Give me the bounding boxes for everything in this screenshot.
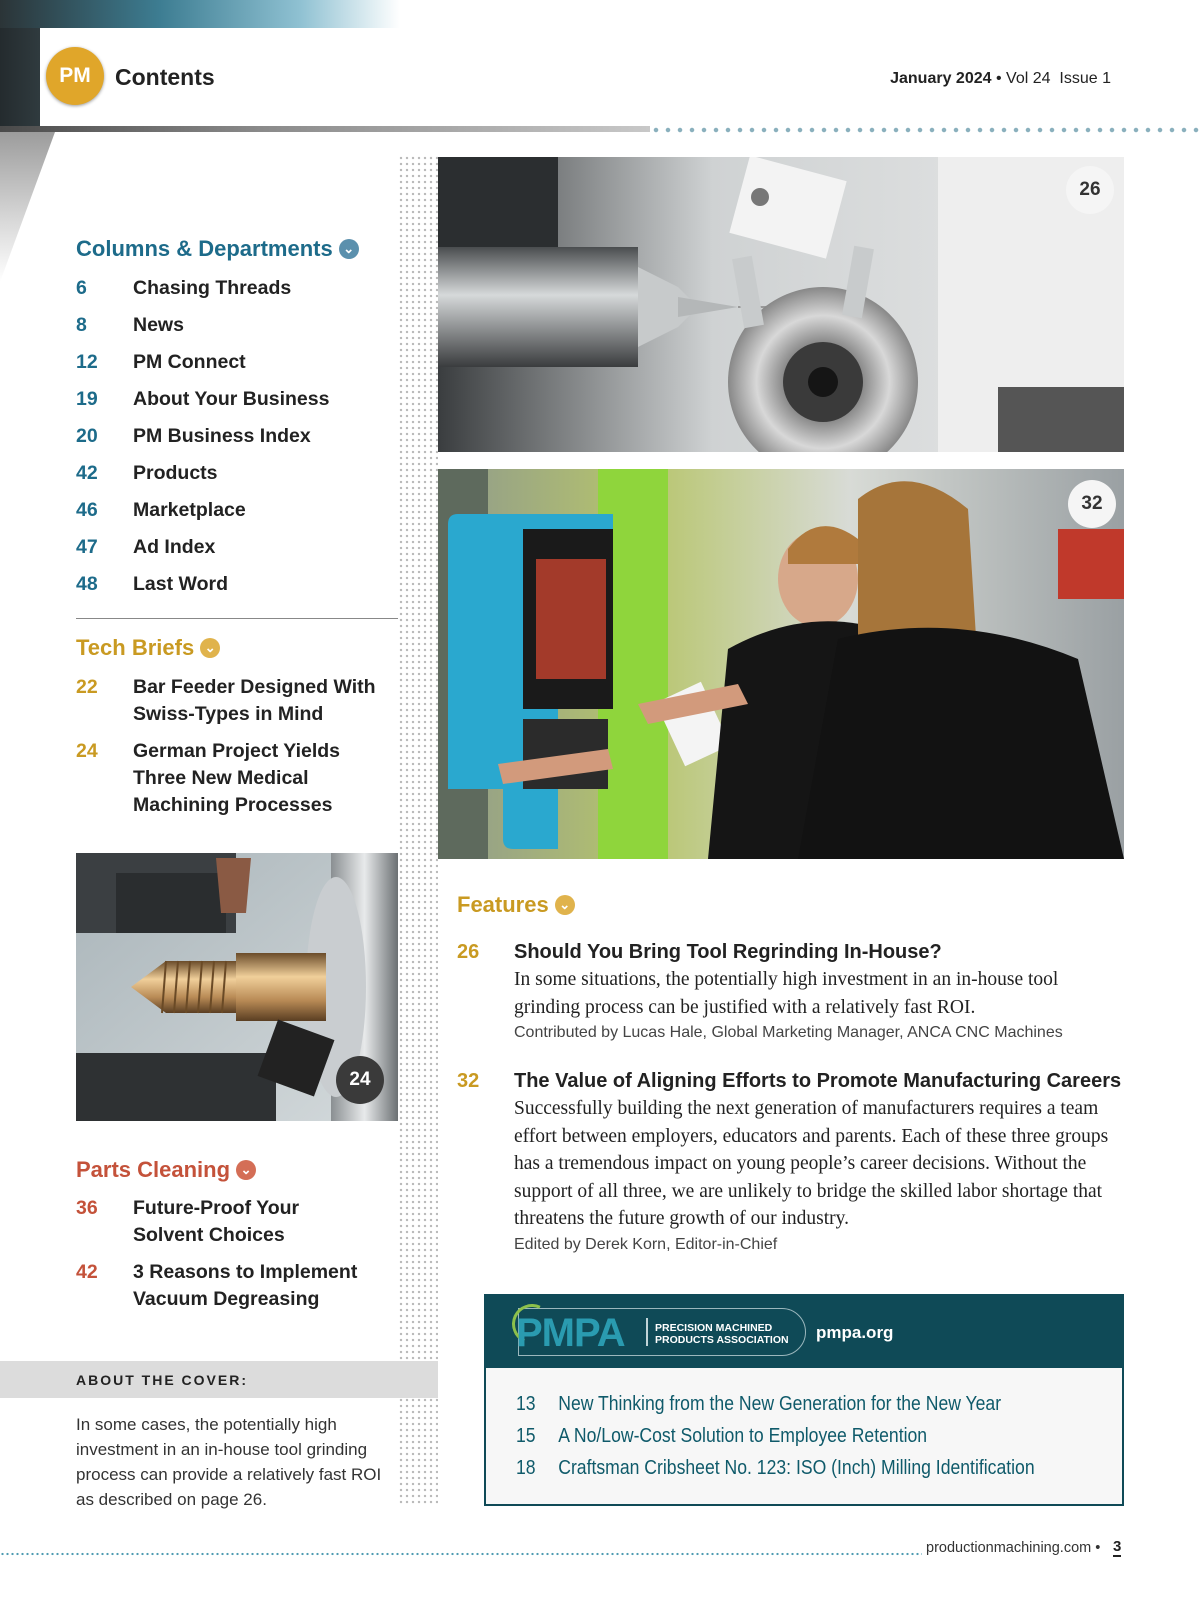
dotted-column-divider [398, 155, 438, 1505]
footer-site [926, 1540, 1100, 1556]
section-heading-text: Features [457, 892, 549, 917]
left-gray-wedge [0, 132, 55, 282]
toc-page: 22 [76, 676, 98, 698]
toc-item[interactable] [76, 349, 329, 376]
toc-page: 47 [76, 536, 98, 558]
tool-grinding-illustration [438, 157, 1124, 452]
toc-title: News [133, 314, 184, 336]
pm-logo-text: PM [59, 64, 91, 87]
toc-item[interactable] [76, 460, 329, 487]
feature-title: The Value of Aligning Efforts to Promote Manufacturing Careers [514, 1070, 1122, 1092]
toc-title: Products [133, 462, 218, 484]
feature-credit: Edited by Derek Korn, Editor-in-Chief [514, 1235, 778, 1253]
toc-item[interactable] [76, 423, 329, 450]
toc-title: Ad Index [133, 536, 216, 558]
pm-logo [46, 47, 104, 105]
about-cover-heading: ABOUT THE COVER: [76, 1372, 248, 1388]
toc-title: Chasing Threads [133, 277, 292, 299]
toc-title: Future-Proof Your Solvent Choices [133, 1197, 300, 1246]
pmpa-association-line: PRECISION MACHINED [655, 1322, 773, 1334]
feature-photo-tool-grinding [438, 157, 1124, 452]
toc-page: 20 [76, 425, 98, 447]
toc-item[interactable] [76, 386, 329, 413]
toc-page: 19 [76, 388, 98, 410]
pmpa-article-page: 13 [516, 1393, 536, 1415]
chevron-down-icon: ⌄ [555, 895, 575, 915]
toc-item[interactable] [76, 534, 329, 561]
feature-page: 26 [457, 941, 480, 963]
feature-description: Successfully building the next generation of manufacturers requires a team effort between employers, educators and parents. Each of these three groups has a tremendous impact on young people’s career decisions. Without the support of all three, we are unlikely to bridge the skilled labor shortage that threatens the future growth of our industry. [514, 1098, 1109, 1229]
pmpa-article-page: 15 [516, 1425, 536, 1447]
header-gradient-bar [0, 0, 400, 28]
toc-page: 8 [76, 314, 87, 336]
header-dot-rule [650, 126, 1200, 134]
pmpa-article-list [516, 1388, 1105, 1484]
issue-date: January 2024 [890, 70, 992, 87]
footer-site-url[interactable]: productionmachining.com [926, 1540, 1092, 1556]
toc-item[interactable] [76, 1195, 398, 1249]
toc-title: Marketplace [133, 499, 246, 521]
toc-page: 42 [76, 462, 98, 484]
feature-page: 32 [457, 1070, 480, 1092]
footer-dot-rule [0, 1552, 922, 1556]
toc-title: About Your Business [133, 388, 330, 410]
pmpa-article-title: A No/Low-Cost Solution to Employee Retention [558, 1425, 928, 1447]
columns-departments-list [76, 275, 329, 608]
feature-description: In some situations, the potentially high investment in an in-house tool grinding process can be justified with a relatively fast ROI. [514, 969, 1059, 1018]
toc-item[interactable] [76, 1259, 398, 1313]
pmpa-article-item[interactable] [516, 1452, 1035, 1484]
photo-page-badge: 26 [1066, 166, 1114, 214]
toc-page: 42 [76, 1261, 98, 1283]
cover-photo-threaded-part [76, 853, 398, 1121]
feature-item[interactable] [457, 938, 1127, 1045]
photo-page-badge: 24 [336, 1056, 384, 1104]
toc-item[interactable] [76, 275, 329, 302]
issue-separator: • [995, 70, 1002, 87]
toc-item[interactable] [76, 738, 398, 819]
tech-briefs-list [76, 674, 398, 829]
toc-item[interactable] [76, 312, 329, 339]
section-divider [76, 618, 398, 619]
footer-page-number: 3 [1113, 1538, 1122, 1555]
feature-body [514, 938, 1127, 1045]
toc-title: 3 Reasons to Implement Vacuum Degreasing [133, 1261, 358, 1310]
pmpa-logo: PMPA [516, 1311, 625, 1355]
chevron-down-icon: ⌄ [236, 1160, 256, 1180]
workers-cnc-illustration [438, 469, 1124, 859]
photo-page-badge: 32 [1068, 480, 1116, 528]
pmpa-article-title: New Thinking from the New Generation for the New Year [558, 1393, 1002, 1415]
toc-page: 36 [76, 1197, 98, 1219]
section-heading-text: Tech Briefs [76, 635, 195, 660]
chevron-down-icon: ⌄ [200, 638, 220, 658]
chevron-down-icon: ⌄ [339, 239, 359, 259]
toc-page: 6 [76, 277, 87, 299]
section-heading-text: Columns & Departments [76, 236, 333, 261]
toc-page: 46 [76, 499, 98, 521]
pmpa-article-item[interactable] [516, 1420, 1035, 1452]
toc-title: German Project Yields Three New Medical Machining Processes [133, 740, 341, 816]
pmpa-logo-separator [646, 1318, 648, 1346]
toc-item[interactable] [76, 674, 398, 728]
section-heading-columns-departments [76, 236, 359, 262]
about-cover-text: In some cases, the potentially high investment in an in-house tool grinding process can provide a relatively fast ROI as described on page 26. [76, 1415, 382, 1509]
pmpa-article-title: Craftsman Cribsheet No. 123: ISO (Inch) Milling Identification [558, 1457, 1035, 1479]
pmpa-box [484, 1294, 1124, 1506]
feature-item[interactable] [457, 1067, 1127, 1257]
issue-volume: Vol 24 [1006, 70, 1051, 87]
pmpa-article-page: 18 [516, 1457, 536, 1479]
footer-separator: • [1095, 1540, 1101, 1556]
toc-page: 48 [76, 573, 98, 595]
feature-body [514, 1067, 1127, 1257]
toc-item[interactable] [76, 497, 329, 524]
toc-page: 24 [76, 740, 98, 762]
pmpa-association-line: PRODUCTS ASSOCIATION [655, 1334, 789, 1346]
parts-cleaning-list [76, 1195, 398, 1323]
section-heading-parts-cleaning [76, 1157, 256, 1183]
pmpa-url-link[interactable]: pmpa.org [816, 1323, 894, 1342]
toc-title: PM Connect [133, 351, 246, 373]
issue-info [890, 70, 1111, 88]
pmpa-header-band [486, 1296, 1122, 1368]
page-title: Contents [115, 64, 215, 90]
feature-credit: Contributed by Lucas Hale, Global Marketing Manager, ANCA CNC Machines [514, 1024, 1063, 1041]
feature-title: Should You Bring Tool Regrinding In-House? [514, 941, 942, 963]
toc-item[interactable] [76, 571, 329, 598]
section-heading-text: Parts Cleaning [76, 1157, 231, 1182]
pmpa-article-item[interactable] [516, 1388, 1035, 1420]
toc-title: PM Business Index [133, 425, 311, 447]
issue-number: Issue 1 [1059, 70, 1111, 87]
toc-page: 12 [76, 351, 98, 373]
toc-title: Bar Feeder Designed With Swiss-Types in Mind [133, 676, 376, 725]
section-heading-tech-briefs [76, 635, 220, 661]
header-rule [0, 126, 650, 132]
pmpa-association-name [655, 1322, 795, 1346]
section-heading-features [457, 892, 575, 918]
feature-photo-workers-cnc [438, 469, 1124, 859]
toc-title: Last Word [133, 573, 228, 595]
